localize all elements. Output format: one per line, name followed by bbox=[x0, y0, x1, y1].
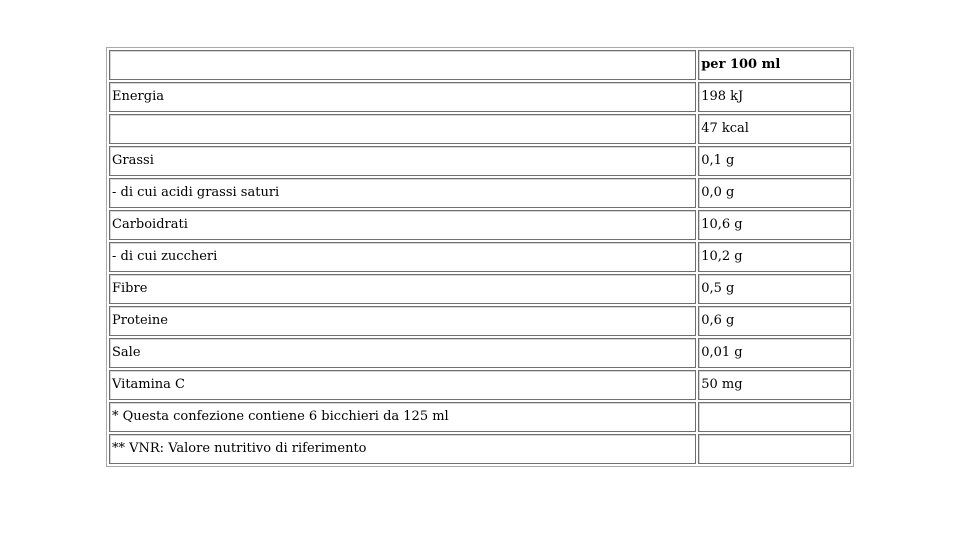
footnote-value bbox=[698, 402, 851, 432]
nutrient-label: Carboidrati bbox=[109, 210, 696, 240]
nutrient-label: Grassi bbox=[109, 146, 696, 176]
table-row bbox=[109, 242, 851, 272]
table-row bbox=[109, 434, 851, 464]
table-row bbox=[109, 274, 851, 304]
table-header-row bbox=[109, 50, 851, 80]
footnote-label: * Questa confezione contiene 6 bicchieri da 125 ml bbox=[109, 402, 696, 432]
header-value-cell: per 100 ml bbox=[698, 50, 851, 80]
footnote-value bbox=[698, 434, 851, 464]
nutrient-value: 0,1 g bbox=[698, 146, 851, 176]
nutrient-label: Sale bbox=[109, 338, 696, 368]
nutrient-label: Fibre bbox=[109, 274, 696, 304]
table-row bbox=[109, 82, 851, 112]
footnote-label: ** VNR: Valore nutritivo di riferimento bbox=[109, 434, 696, 464]
nutrient-value: 0,6 g bbox=[698, 306, 851, 336]
nutrient-value: 0,5 g bbox=[698, 274, 851, 304]
nutrient-label: - di cui acidi grassi saturi bbox=[109, 178, 696, 208]
nutrient-value: 50 mg bbox=[698, 370, 851, 400]
table-row bbox=[109, 402, 851, 432]
nutrient-value: 0,0 g bbox=[698, 178, 851, 208]
nutrient-label: Proteine bbox=[109, 306, 696, 336]
nutrient-value: 198 kJ bbox=[698, 82, 851, 112]
table-row bbox=[109, 210, 851, 240]
nutrient-label bbox=[109, 114, 696, 144]
nutrient-value: 10,6 g bbox=[698, 210, 851, 240]
nutrient-value: 0,01 g bbox=[698, 338, 851, 368]
table-row bbox=[109, 338, 851, 368]
header-label-cell bbox=[109, 50, 696, 80]
table-row bbox=[109, 114, 851, 144]
table-row bbox=[109, 146, 851, 176]
nutrient-label: - di cui zuccheri bbox=[109, 242, 696, 272]
table-row bbox=[109, 178, 851, 208]
table-row bbox=[109, 306, 851, 336]
table-row bbox=[109, 370, 851, 400]
nutrient-value: 10,2 g bbox=[698, 242, 851, 272]
nutrition-table bbox=[106, 47, 854, 467]
nutrient-label: Vitamina C bbox=[109, 370, 696, 400]
nutrient-value: 47 kcal bbox=[698, 114, 851, 144]
nutrient-label: Energia bbox=[109, 82, 696, 112]
